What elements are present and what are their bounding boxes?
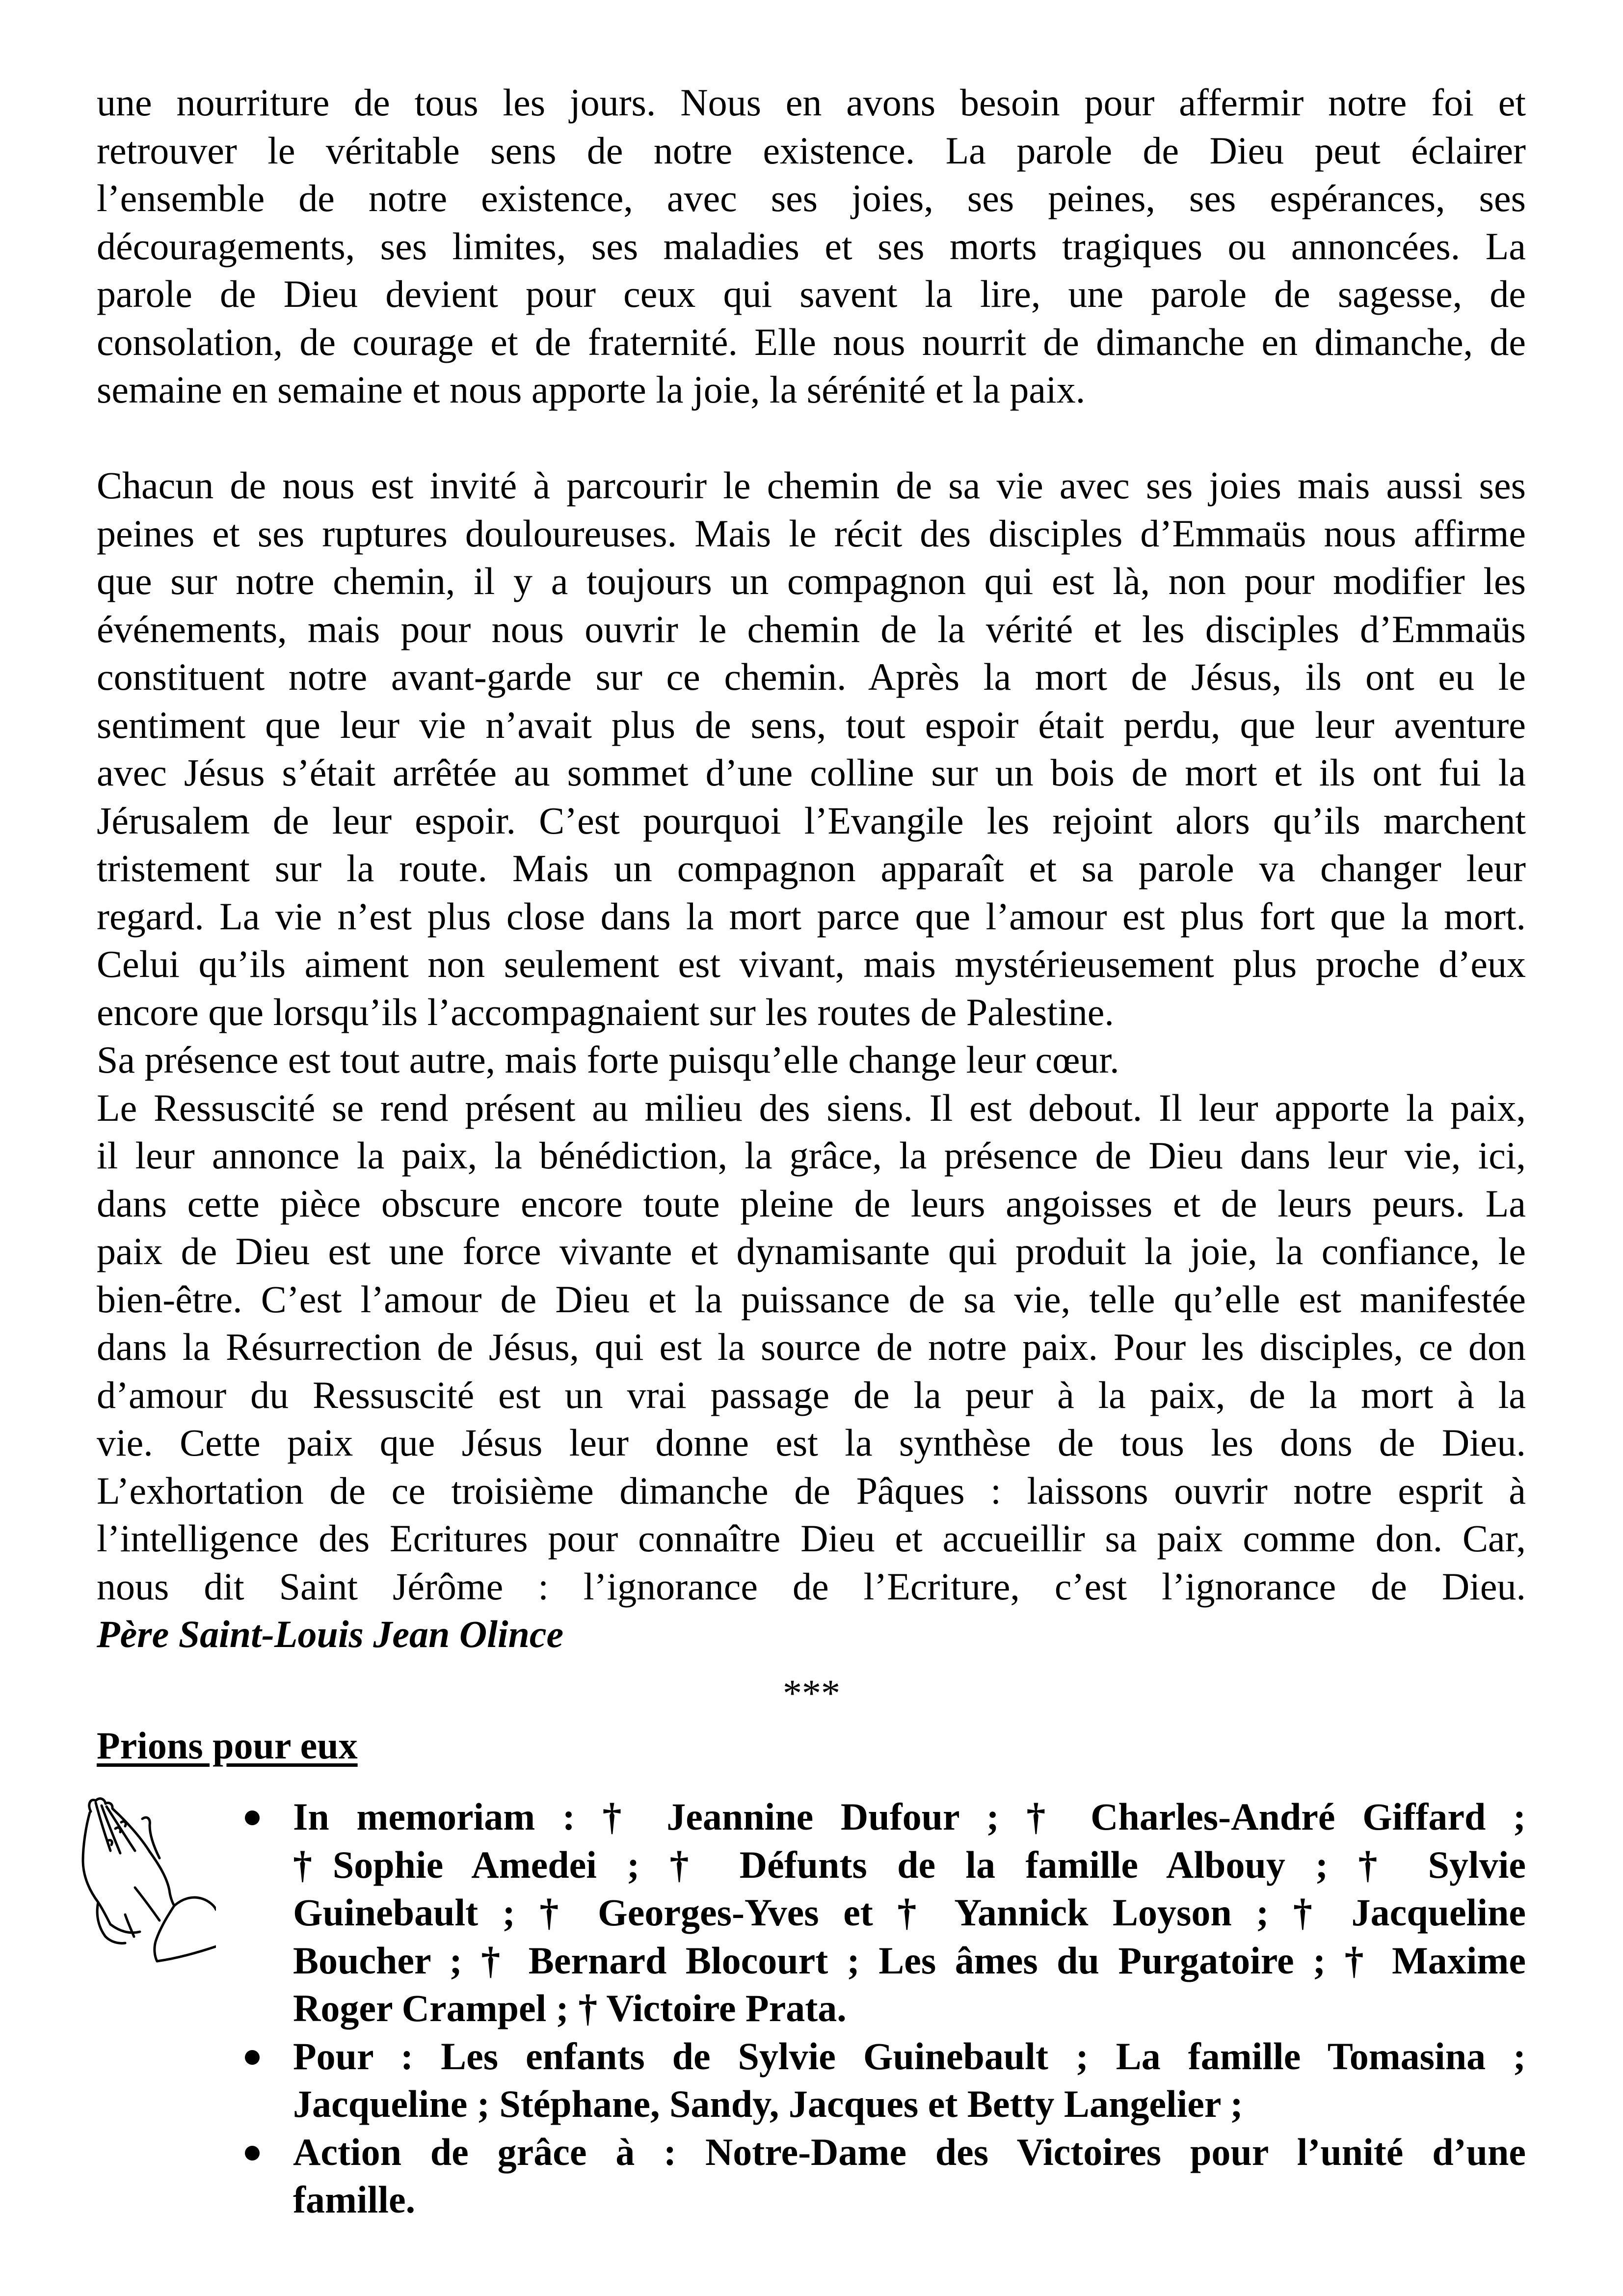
text-line: bien-être. C’est l’amour de Dieu et la puissance de sa vie, telle qu’elle est manifestée (97, 1277, 1526, 1321)
bullet-icon (245, 1810, 260, 1825)
text-line: Roger Crampel ; † Victoire Prata. (293, 1987, 847, 2029)
text-line: regard. La vie n’est plus close dans la mort parce que l’amour est plus fort que la mort. (97, 894, 1526, 938)
text-line: peines et ses ruptures douloureuses. Mais le récit des disciples d’Emmaüs nous affirme (97, 512, 1526, 555)
text-line: semaine en semaine et nous apporte la joie, la sérénité et la paix. (97, 368, 1086, 411)
prayer-item-pour (293, 2032, 1526, 2128)
text-line: Action de grâce à : Notre-Dame des Victoires pour l’unité d’une (293, 2130, 1526, 2173)
text-line: parole de Dieu devient pour ceux qui savent la lire, une parole de sagesse, de (97, 272, 1526, 315)
paragraph-1 (97, 79, 1526, 414)
text-line: Jacqueline ; Stéphane, Sandy, Jacques et Betty Langelier ; (293, 2082, 1243, 2125)
text-line: d’amour du Ressuscité est un vrai passage de la peur à la paix, de la mort à la (97, 1373, 1526, 1416)
praying-hands-icon (76, 1792, 216, 1964)
text-line: que sur notre chemin, il y a toujours un compagnon qui est là, non pour modifier les (97, 560, 1526, 602)
prayers-heading: Prions pour eux (97, 1724, 358, 1767)
text-line: événements, mais pour nous ouvrir le chemin de la vérité et les disciples d’Emmaüs (97, 607, 1526, 650)
text-line: paix de Dieu est une force vivante et dynamisante qui produit la joie, la confiance, le (97, 1230, 1526, 1272)
text-line: Pour : Les enfants de Sylvie Guinebault ; La famille Tomasina ; (293, 2034, 1526, 2078)
text-line: In memoriam : † Jeannine Dufour ; † Charles-André Giffard ; (293, 1795, 1526, 1838)
paragraph-2 (97, 461, 1526, 1036)
text-line: consolation, de courage et de fraternité. Elle nous nourrit de dimanche en dimanche, de (97, 320, 1526, 363)
text-line: L’exhortation de ce troisième dimanche de Pâques : laissons ouvrir notre esprit à (97, 1469, 1526, 1512)
text-line: tristement sur la route. Mais un compagnon apparaît et sa parole va changer leur (97, 847, 1526, 890)
prayer-item-action-de-grace (293, 2128, 1526, 2224)
text-line: Sa présence est tout autre, mais forte puisqu’elle change leur cœur. (97, 1038, 1119, 1081)
text-line: Chacun de nous est invité à parcourir le chemin de sa vie avec ses joies mais aussi ses (97, 464, 1526, 507)
text-line: Celui qu’ils aiment non seulement est vivant, mais mystérieusement plus proche d’eux (97, 943, 1526, 985)
text-line: avec Jésus s’était arrêtée au sommet d’une colline sur un bois de mort et ils ont fui la (97, 751, 1526, 794)
text-line: vie. Cette paix que Jésus leur donne est la synthèse de tous les dons de Dieu. (97, 1421, 1526, 1464)
text-line: Boucher ; † Bernard Blocourt ; Les âmes du Purgatoire ; † Maxime (293, 1939, 1526, 1982)
text-line: Le Ressuscité se rend présent au milieu des siens. Il est debout. Il leur apporte la paix, (97, 1086, 1526, 1129)
text-line: dans la Résurrection de Jésus, qui est la source de notre paix. Pour les disciples, ce don (97, 1325, 1526, 1368)
text-line: Jérusalem de leur espoir. C’est pourquoi l’Evangile les rejoint alors qu’ils marchent (97, 799, 1526, 842)
text-line: l’ensemble de notre existence, avec ses joies, ses peines, ses espérances, ses (97, 177, 1526, 219)
text-line: retrouver le véritable sens de notre existence. La parole de Dieu peut éclairer (97, 129, 1526, 172)
text-line: il leur annonce la paix, la bénédiction, la grâce, la présence de Dieu dans leur vie, ici, (97, 1134, 1526, 1177)
text-line: encore que lorsqu’ils l’accompagnaient sur les routes de Palestine. (97, 990, 1114, 1033)
text-line: une nourriture de tous les jours. Nous en avons besoin pour affermir notre foi et (97, 81, 1526, 124)
text-line: famille. (293, 2178, 416, 2221)
prayer-list (293, 1793, 1526, 2224)
paragraph-4 (97, 1084, 1526, 1658)
text-line: dans cette pièce obscure encore toute pleine de leurs angoisses et de leurs peurs. La (97, 1182, 1526, 1225)
text-line: découragements, ses limites, ses maladies et ses morts tragiques ou annoncées. La (97, 224, 1526, 268)
text-line: constituent notre avant-garde sur ce chemin. Après la mort de Jésus, ils ont eu le (97, 655, 1526, 698)
text-line: nous dit Saint Jérôme : l’ignorance de l’Ecriture, c’est l’ignorance de Dieu. (97, 1565, 1526, 1608)
text-line: Guinebault ; † Georges-Yves et † Yannick Loyson ; † Jacqueline (293, 1891, 1526, 1934)
author-signature: Père Saint-Louis Jean Olince (97, 1613, 564, 1655)
text-line: l’intelligence des Ecritures pour connaître Dieu et accueillir sa paix comme don. Car, (97, 1517, 1526, 1560)
document-body (97, 79, 1526, 1658)
prayer-item-in-memoriam (293, 1793, 1526, 2032)
text-line: sentiment que leur vie n’avait plus de sens, tout espoir était perdu, que leur aventure (97, 703, 1526, 746)
bullet-icon (245, 2146, 260, 2161)
section-separator: *** (783, 1672, 840, 1714)
paragraph-3 (97, 1036, 1526, 1084)
text-line: †Sophie Amedei ; † Défunts de la famille Albouy ; † Sylvie (293, 1843, 1526, 1886)
bullet-icon (245, 2050, 260, 2065)
